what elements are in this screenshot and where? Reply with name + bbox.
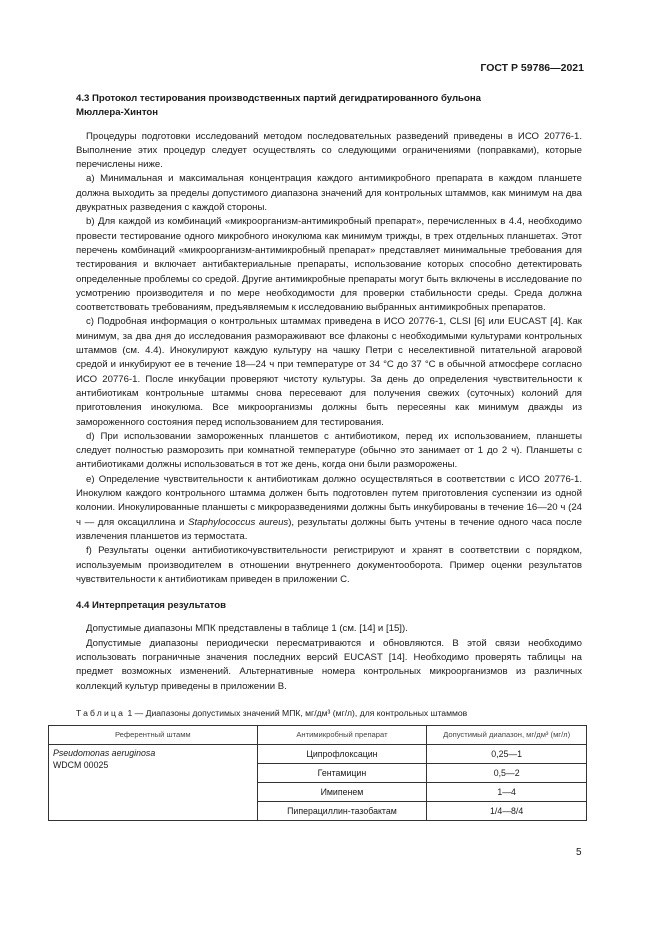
paragraph-a: a) Минимальная и максимальная концентрация каждого антимикробного препарата в каждом планшете должна выходить за пределы допустимого диапазона значений для контрольных штаммов, как минимум на два двукратных разведения с каждой стороны.: [76, 173, 582, 214]
drug-cell: Ципрофлоксацин: [257, 745, 427, 764]
section-title-line-1: 4.3 Протокол тестирования производственных партий дегидратированного бульона: [76, 93, 481, 104]
drug-cell: Пиперациллин-тазобактам: [257, 802, 427, 821]
range-cell: 1/4—8/4: [427, 802, 587, 821]
document-code: ГОСТ Р 59786—2021: [480, 62, 584, 74]
range-cell: 0,5—2: [427, 764, 587, 783]
section-4-3-title: [76, 92, 582, 121]
table-header-row: [49, 726, 587, 745]
mic-ranges-table: [48, 725, 587, 821]
section-4-4-title: 4.4 Интерпретация результатов: [76, 600, 226, 612]
paragraph-revisions: Допустимые диапазоны периодически пересматриваются и обновляются. В этой связи необходимо использовать пограничные значения последних версий EUCAST [14]. Необходимо проверять таблицы на предмет возможных изменений. Альтернативные номера контрольных микроорганизмов из различных коллекций культур приведены в приложении В.: [76, 637, 582, 692]
strain-cell: [49, 745, 258, 821]
page-content: [53, 92, 582, 821]
species-name: Staphylococcus aureus: [188, 516, 289, 528]
paragraph-d: d) При использовании замороженных планшетов с антибиотиком, перед их использованием, планшеты следует полностью разморозить при комнатной температуре (обычно это занимает от 1 до 2 ч). Планшеты с антибиотиками должны использоваться в тот же день, когда они были разморожены.: [76, 430, 582, 471]
paragraph-intro: Процедуры подготовки исследований методом последовательных разведений приведены в ИСО 20776-1. Выполнение этих процедур следует осуществлять со следующими ограничениями (поправками), которые перечислены ниже.: [76, 130, 582, 171]
range-cell: 1—4: [427, 783, 587, 802]
paragraph-f: f) Результаты оценки антибиотикочувствительности регистрируют и хранят в соответствии с порядком, используемым производителем в отношении внутреннего документооборота. Пример оценки результатов чувствительности к антибиотикам приведен в приложении С.: [76, 545, 582, 585]
paragraph-ranges: Допустимые диапазоны МПК представлены в таблице 1 (см. [14] и [15]).: [86, 623, 408, 635]
table-caption: [76, 706, 582, 720]
paragraph-e: e) Определение чувствительности к антибиотикам должно осуществляться в соответствии с ИСО 20776-1. Инокулюм каждого контрольного штамма должен быть подготовлен путем приготовления суспензии из одной колонии. Инокулированные планшеты с микроразведениями должны быть инкубированы в течение 16—20 ч (24 ч — для оксациллина и Staphylococcus aureus), результаты должны быть учтены в течение одного часа после извлечения планшетов из термостата.: [76, 473, 582, 542]
header-drug: Антимикробный препарат: [257, 726, 427, 745]
section-title-line-2: Мюллера-Хинтон: [76, 107, 159, 119]
page-number: 5: [576, 847, 582, 858]
range-cell: 0,25—1: [427, 745, 587, 764]
strain-code: WDCM 00025: [53, 760, 109, 771]
table-caption-prefix: Таблица: [76, 707, 126, 718]
paragraph-c: c) Подробная информация о контрольных штаммах приведена в ИСО 20776-1, CLSI [6] или EUCAST [4]. Как минимум, за два дня до исследования размораживают все флаконы с необходимыми культурами контрольных штаммов (см. 4.4). Инокулируют каждую культуру на чашку Петри с неселективной питательной агаровой средой и инкубируют ее в течение 18—24 ч при температуре от 34 °C до 37 °C в обычной атмосфере согласно ИСО 20776-1. После инкубации проверяют чистоту культуры. За день до определения чувствительности к антибиотикам контрольные штаммы снова пересевают для получения свежих (суточных) колоний для приготовления инокулюма. Все микроорганизмы должны быть пересеяны как минимум дважды из замороженного состояния перед использованием для тестирования.: [76, 316, 582, 428]
strain-name: Pseudomonas aeruginosa: [53, 748, 156, 759]
drug-cell: Имипенем: [257, 783, 427, 802]
drug-cell: Гентамицин: [257, 764, 427, 783]
paragraph-b: b) Для каждой из комбинаций «микроорганизм-антимикробный препарат», перечисленных в 4.4, необходимо провести тестирование одного микробного инокулюма как минимум трижды, в трех отдельных планшетах. Этот перечень комбинаций «микроорганизм-антимикробный препарат» представляет минимальные требования для тестирования и включает антибактериальные препараты, использование которых способно детектировать определенные проблемы со средой. Другие антимикробные препараты могут быть включены в исследование по усмотрению производителя и по мере необходимости для проверки стабильности среды. Среда должна соответствовать требованиям, предъявляемым к исследованию выбранных антимикробных препаратов.: [76, 216, 582, 314]
table-row: [49, 745, 587, 764]
header-range: Допустимый диапазон, мг/дм³ (мг/л): [427, 726, 587, 745]
table-caption-text: 1 — Диапазоны допустимых значений МПК, мг/дм³ (мг/л), для контрольных штаммов: [127, 707, 468, 718]
header-strain: Референтный штамм: [49, 726, 258, 745]
